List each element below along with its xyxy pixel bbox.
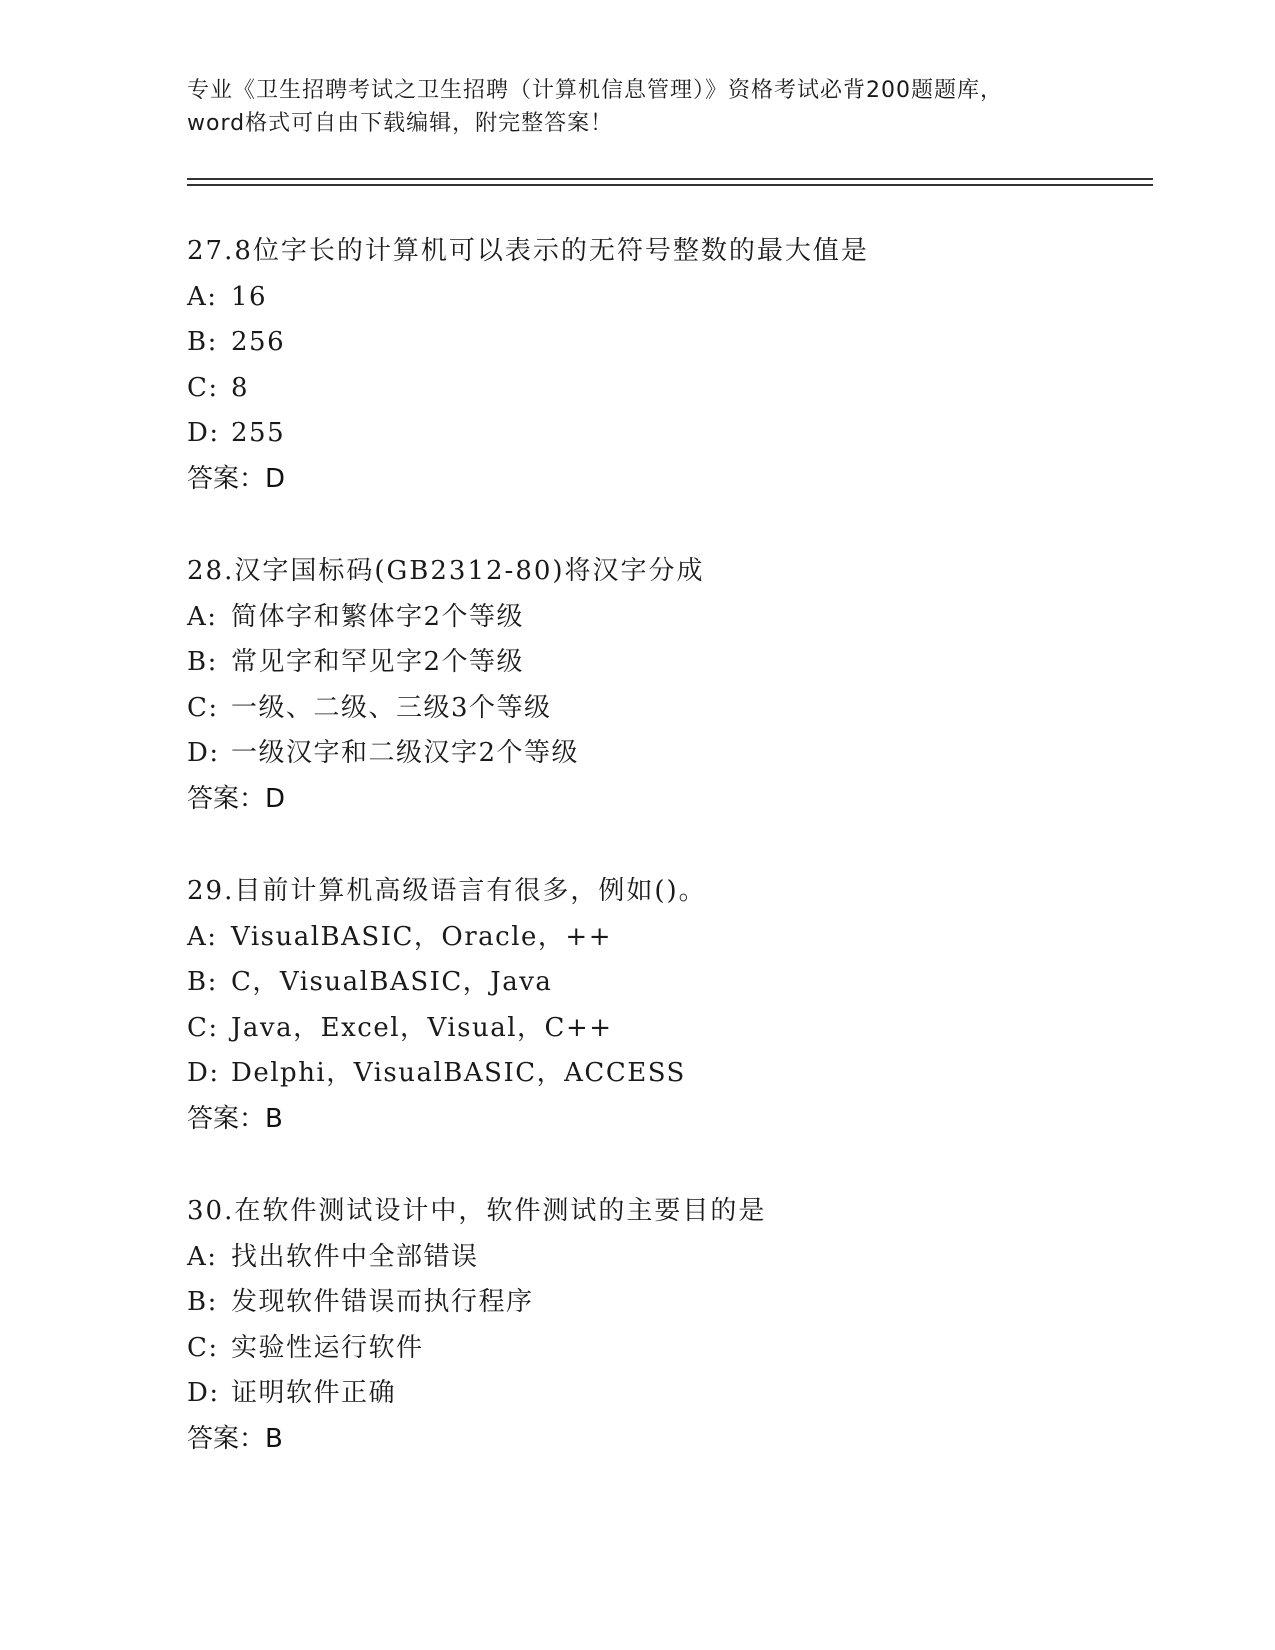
option-text: 一级汉字和二级汉字2个等级 (231, 738, 580, 768)
option-letter: B: (187, 647, 218, 677)
option-d (187, 731, 1147, 777)
option-text: 一级、二级、三级3个等级 (231, 692, 552, 723)
header-line-2: word格式可自由下载编辑，附完整答案！ (187, 111, 614, 136)
option-b (187, 640, 1147, 686)
option-letter: D: (187, 1378, 220, 1408)
option-c (187, 686, 1147, 732)
document-header (187, 74, 1087, 140)
option-letter: D: (187, 1058, 220, 1088)
option-text: 8 (231, 372, 250, 403)
option-letter: A: (187, 601, 218, 632)
header-line-1: 专业《卫生招聘考试之卫生招聘（计算机信息管理）》资格考试必背200题题库， (187, 78, 1003, 103)
header-divider-bottom (187, 184, 1153, 186)
option-text: 找出软件中全部错误 (231, 1241, 479, 1272)
answer-label: 答案：B (187, 1103, 283, 1134)
option-text: 255 (231, 418, 286, 448)
option-d (187, 1051, 1147, 1097)
option-a (187, 1235, 1147, 1281)
option-letter: A: (187, 281, 218, 312)
option-text: 证明软件正确 (231, 1378, 397, 1408)
option-c (187, 366, 1147, 412)
question-27 (187, 229, 1147, 502)
option-text: 发现软件错误而执行程序 (231, 1287, 534, 1317)
answer-label: 答案：D (187, 783, 286, 814)
option-text: VisualBASIC，Oracle，++ (231, 921, 612, 952)
option-text: Delphi，VisualBASIC，ACCESS (231, 1058, 686, 1088)
option-letter: C: (187, 1012, 219, 1043)
option-letter: C: (187, 692, 219, 723)
option-text: 16 (231, 281, 268, 312)
answer-label: 答案：D (187, 463, 286, 494)
option-b (187, 960, 1147, 1006)
option-a (187, 595, 1147, 641)
question-stem: 30.在软件测试设计中，软件测试的主要目的是 (187, 1196, 767, 1226)
question-stem: 28.汉字国标码(GB2312-80)将汉字分成 (187, 556, 705, 586)
header-divider-top (187, 178, 1153, 180)
option-c (187, 1006, 1147, 1052)
question-30 (187, 1189, 1147, 1462)
option-letter: D: (187, 738, 220, 768)
option-letter: C: (187, 1332, 219, 1363)
option-a (187, 915, 1147, 961)
option-letter: C: (187, 372, 219, 403)
question-29 (187, 869, 1147, 1142)
question-stem: 29.目前计算机高级语言有很多，例如()。 (187, 876, 707, 906)
option-text: Java，Excel，Visual，C++ (231, 1012, 613, 1043)
question-stem: 27.8位字长的计算机可以表示的无符号整数的最大值是 (187, 236, 869, 266)
option-text: 实验性运行软件 (231, 1332, 424, 1363)
option-letter: A: (187, 1241, 218, 1272)
option-text: 简体字和繁体字2个等级 (231, 601, 525, 632)
option-text: C，VisualBASIC，Java (231, 967, 553, 997)
option-a (187, 275, 1147, 321)
option-text: 256 (231, 327, 286, 357)
option-letter: D: (187, 418, 220, 448)
option-letter: B: (187, 327, 218, 357)
option-letter: B: (187, 967, 218, 997)
option-letter: A: (187, 921, 218, 952)
option-d (187, 1371, 1147, 1417)
answer-label: 答案：B (187, 1423, 283, 1454)
option-text: 常见字和罕见字2个等级 (231, 647, 525, 677)
option-b (187, 1280, 1147, 1326)
option-b (187, 320, 1147, 366)
question-28 (187, 549, 1147, 822)
option-letter: B: (187, 1287, 218, 1317)
option-c (187, 1326, 1147, 1372)
option-d (187, 411, 1147, 457)
